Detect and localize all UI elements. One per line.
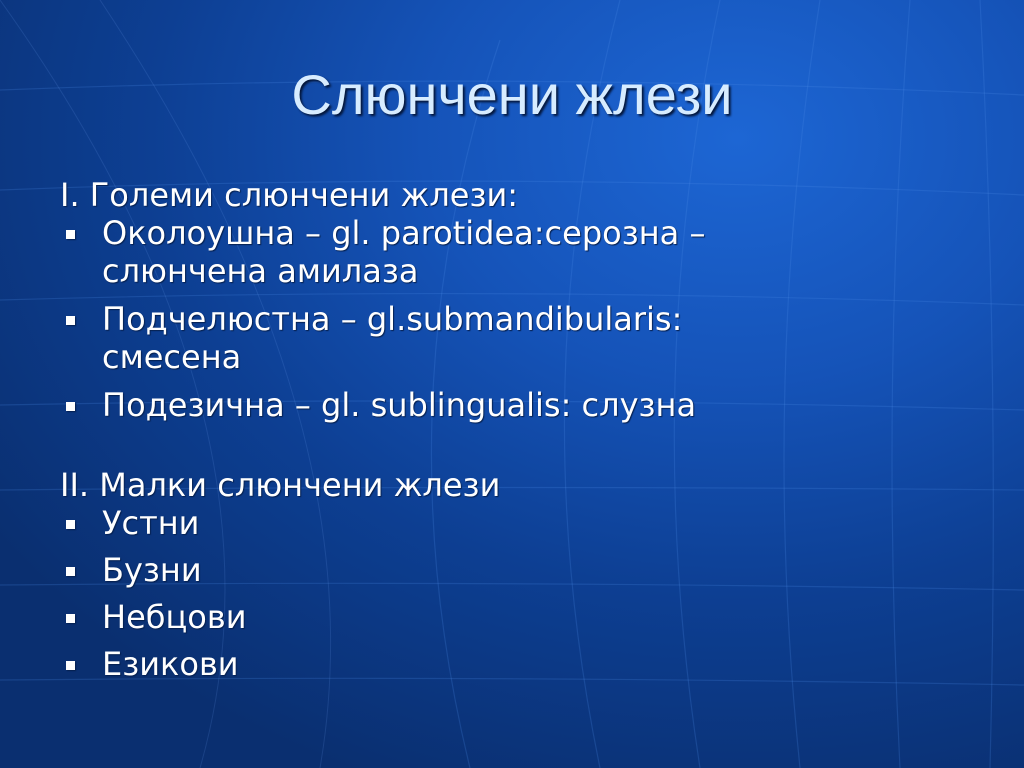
list-item bbox=[60, 551, 980, 589]
list-item-text: Подезична – gl. sublingualis: слузна bbox=[102, 386, 697, 424]
square-bullet-icon bbox=[66, 614, 75, 623]
list-item-text: Устни bbox=[102, 504, 200, 542]
list-item bbox=[60, 214, 980, 290]
list-item-text: Бузни bbox=[102, 551, 202, 589]
list-item bbox=[60, 645, 980, 683]
square-bullet-icon bbox=[66, 661, 75, 670]
list-item bbox=[60, 300, 980, 376]
list-item bbox=[60, 504, 980, 542]
square-bullet-icon bbox=[66, 316, 75, 325]
list-item-text: Небцови bbox=[102, 598, 247, 636]
list-item bbox=[60, 386, 980, 424]
square-bullet-icon bbox=[66, 230, 75, 239]
square-bullet-icon bbox=[66, 567, 75, 576]
list-item-text-continued: смесена bbox=[102, 338, 242, 376]
list-item-text: Подчелюстна – gl.submandibularis: bbox=[102, 300, 683, 338]
minor-glands-list bbox=[60, 504, 980, 683]
section-gap bbox=[60, 434, 980, 466]
list-item bbox=[60, 598, 980, 636]
slide-title: Слюнчени жлези bbox=[291, 63, 733, 126]
list-item-text-continued: слюнчена амилаза bbox=[102, 252, 419, 290]
slide-body bbox=[60, 176, 980, 692]
section-heading-major: I. Големи слюнчени жлези: bbox=[60, 176, 519, 214]
list-item-text: Езикови bbox=[102, 645, 239, 683]
square-bullet-icon bbox=[66, 520, 75, 529]
list-item-text: Околоушна – gl. parotidea:серозна – bbox=[102, 214, 706, 252]
square-bullet-icon bbox=[66, 402, 75, 411]
section-heading-minor: II. Малки слюнчени жлези bbox=[60, 466, 501, 504]
